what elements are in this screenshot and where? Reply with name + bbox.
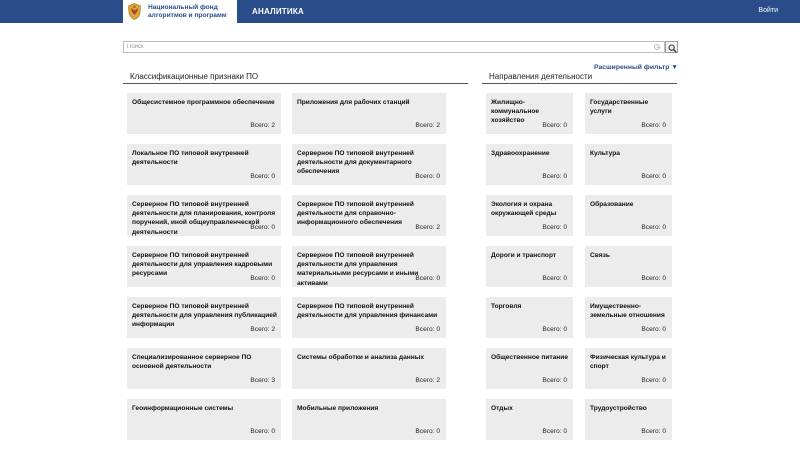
category-card[interactable] — [127, 93, 281, 134]
card-title: Торговля — [491, 303, 522, 310]
card-title: Общесистемное программное обеспечение — [132, 99, 275, 106]
category-card[interactable] — [127, 144, 281, 185]
search-input[interactable] — [124, 42, 649, 52]
directions-divider — [482, 83, 677, 84]
category-card[interactable] — [127, 195, 281, 236]
category-card[interactable] — [486, 297, 573, 338]
card-title: Специализированное серверное ПО основной деятельности — [132, 354, 252, 371]
card-title: Системы обработки и анализа данных — [297, 354, 425, 361]
logo-line-2: алгоритмов и программ — [148, 11, 227, 19]
card-count: Всего: 0 — [542, 224, 567, 231]
card-title: Серверное ПО типовой внутренней деятельности для управления финансами — [297, 303, 438, 320]
card-title: Имущественно-земельные отношения — [590, 303, 665, 320]
card-title: Образование — [590, 201, 634, 208]
classification-title: Классификационные признаки ПО — [130, 72, 259, 81]
category-card[interactable] — [292, 246, 446, 287]
logo[interactable] — [123, 0, 237, 23]
card-count: Всего: 0 — [641, 173, 666, 180]
category-card[interactable] — [292, 93, 446, 134]
category-card[interactable] — [585, 399, 672, 440]
card-count: Всего: 0 — [250, 275, 275, 282]
card-title: Геоинформационные системы — [132, 405, 234, 412]
card-title: Серверное ПО типовой внутренней деятельности для управления кадровыми ресурсами — [132, 252, 273, 278]
card-count: Всего: 0 — [415, 326, 440, 333]
category-card[interactable] — [292, 144, 446, 185]
classification-divider — [123, 83, 468, 84]
card-title: Локальное ПО типовой внутренней деятельности — [132, 150, 249, 167]
card-title: Физическая культура и спорт — [590, 354, 666, 371]
card-count: Всего: 0 — [641, 377, 666, 384]
card-count: Всего: 3 — [250, 377, 275, 384]
card-count: Всего: 2 — [250, 326, 275, 333]
card-count: Всего: 0 — [415, 173, 440, 180]
clear-icon[interactable] — [654, 44, 660, 50]
category-card[interactable] — [585, 93, 672, 134]
category-card[interactable] — [486, 348, 573, 389]
card-count: Всего: 0 — [250, 428, 275, 435]
card-title: Серверное ПО типовой внутренней деятельности для справочно-информационного обеспечения — [297, 201, 414, 227]
logo-text — [148, 4, 227, 19]
card-count: Всего: 2 — [415, 122, 440, 129]
card-title: Приложения для рабочих станций — [297, 99, 410, 106]
card-count: Всего: 0 — [542, 428, 567, 435]
category-card[interactable] — [292, 195, 446, 236]
card-count: Всего: 0 — [250, 224, 275, 231]
category-card[interactable] — [292, 297, 446, 338]
card-title: Общественное питание — [491, 354, 569, 361]
category-card[interactable] — [486, 93, 573, 134]
card-count: Всего: 0 — [641, 275, 666, 282]
card-title: Государственные услуги — [590, 99, 649, 116]
category-card[interactable] — [486, 195, 573, 236]
directions-title: Направления деятельности — [489, 72, 593, 81]
card-count: Всего: 0 — [542, 275, 567, 282]
search-icon — [668, 44, 677, 53]
card-title: Серверное ПО типовой внутренней деятельности для планирования, контроля поручений, иной общеуправленческой деятельности — [132, 201, 276, 236]
category-card[interactable] — [486, 246, 573, 287]
card-title: Серверное ПО типовой внутренней деятельности для управления материальными ресурсами и иными активами — [297, 252, 419, 287]
card-title: Связь — [590, 252, 610, 259]
category-card[interactable] — [585, 348, 672, 389]
card-count: Всего: 0 — [250, 173, 275, 180]
card-count: Всего: 2 — [415, 224, 440, 231]
top-header — [0, 0, 800, 23]
search-button[interactable] — [665, 41, 678, 53]
card-title: Серверное ПО типовой внутренней деятельности для управления публикацией информации — [132, 303, 277, 329]
category-card[interactable] — [127, 297, 281, 338]
card-count: Всего: 0 — [415, 275, 440, 282]
card-count: Всего: 0 — [641, 224, 666, 231]
category-card[interactable] — [585, 297, 672, 338]
card-count: Всего: 0 — [641, 122, 666, 129]
advanced-filter-link[interactable]: Расширенный фильтр ▼ — [594, 64, 678, 71]
nav-analytics[interactable]: АНАЛИТИКА — [252, 7, 304, 16]
card-count: Всего: 0 — [415, 428, 440, 435]
category-card[interactable] — [585, 246, 672, 287]
category-card[interactable] — [127, 399, 281, 440]
card-title: Мобильные приложения — [297, 405, 379, 412]
card-title: Трудоустройство — [590, 405, 647, 412]
logo-line-1: Национальный фонд — [148, 4, 218, 11]
category-card[interactable] — [127, 246, 281, 287]
category-card[interactable] — [585, 195, 672, 236]
category-card[interactable] — [585, 144, 672, 185]
card-title: Серверное ПО типовой внутренней деятельности для документарного обеспечения — [297, 150, 414, 176]
card-title: Дороги и транспорт — [491, 252, 557, 259]
card-count: Всего: 0 — [641, 428, 666, 435]
category-card[interactable] — [486, 144, 573, 185]
card-count: Всего: 0 — [542, 326, 567, 333]
category-card[interactable] — [292, 348, 446, 389]
card-count: Всего: 0 — [542, 377, 567, 384]
category-card[interactable] — [486, 399, 573, 440]
card-count: Всего: 0 — [641, 326, 666, 333]
card-count: Всего: 0 — [542, 122, 567, 129]
card-title: Жилищно-коммунальное хозяйство — [491, 99, 540, 125]
search-box — [123, 41, 665, 53]
card-count: Всего: 2 — [250, 122, 275, 129]
card-title: Здравоохранение — [491, 150, 550, 157]
category-card[interactable] — [292, 399, 446, 440]
coat-of-arms-icon — [127, 3, 142, 20]
card-title: Культура — [590, 150, 620, 157]
card-title: Отдых — [491, 405, 513, 412]
card-count: Всего: 0 — [542, 173, 567, 180]
category-card[interactable] — [127, 348, 281, 389]
card-title: Экология и охрана окружающей среды — [491, 201, 557, 218]
login-link[interactable]: Войти — [758, 7, 778, 14]
card-count: Всего: 2 — [415, 377, 440, 384]
